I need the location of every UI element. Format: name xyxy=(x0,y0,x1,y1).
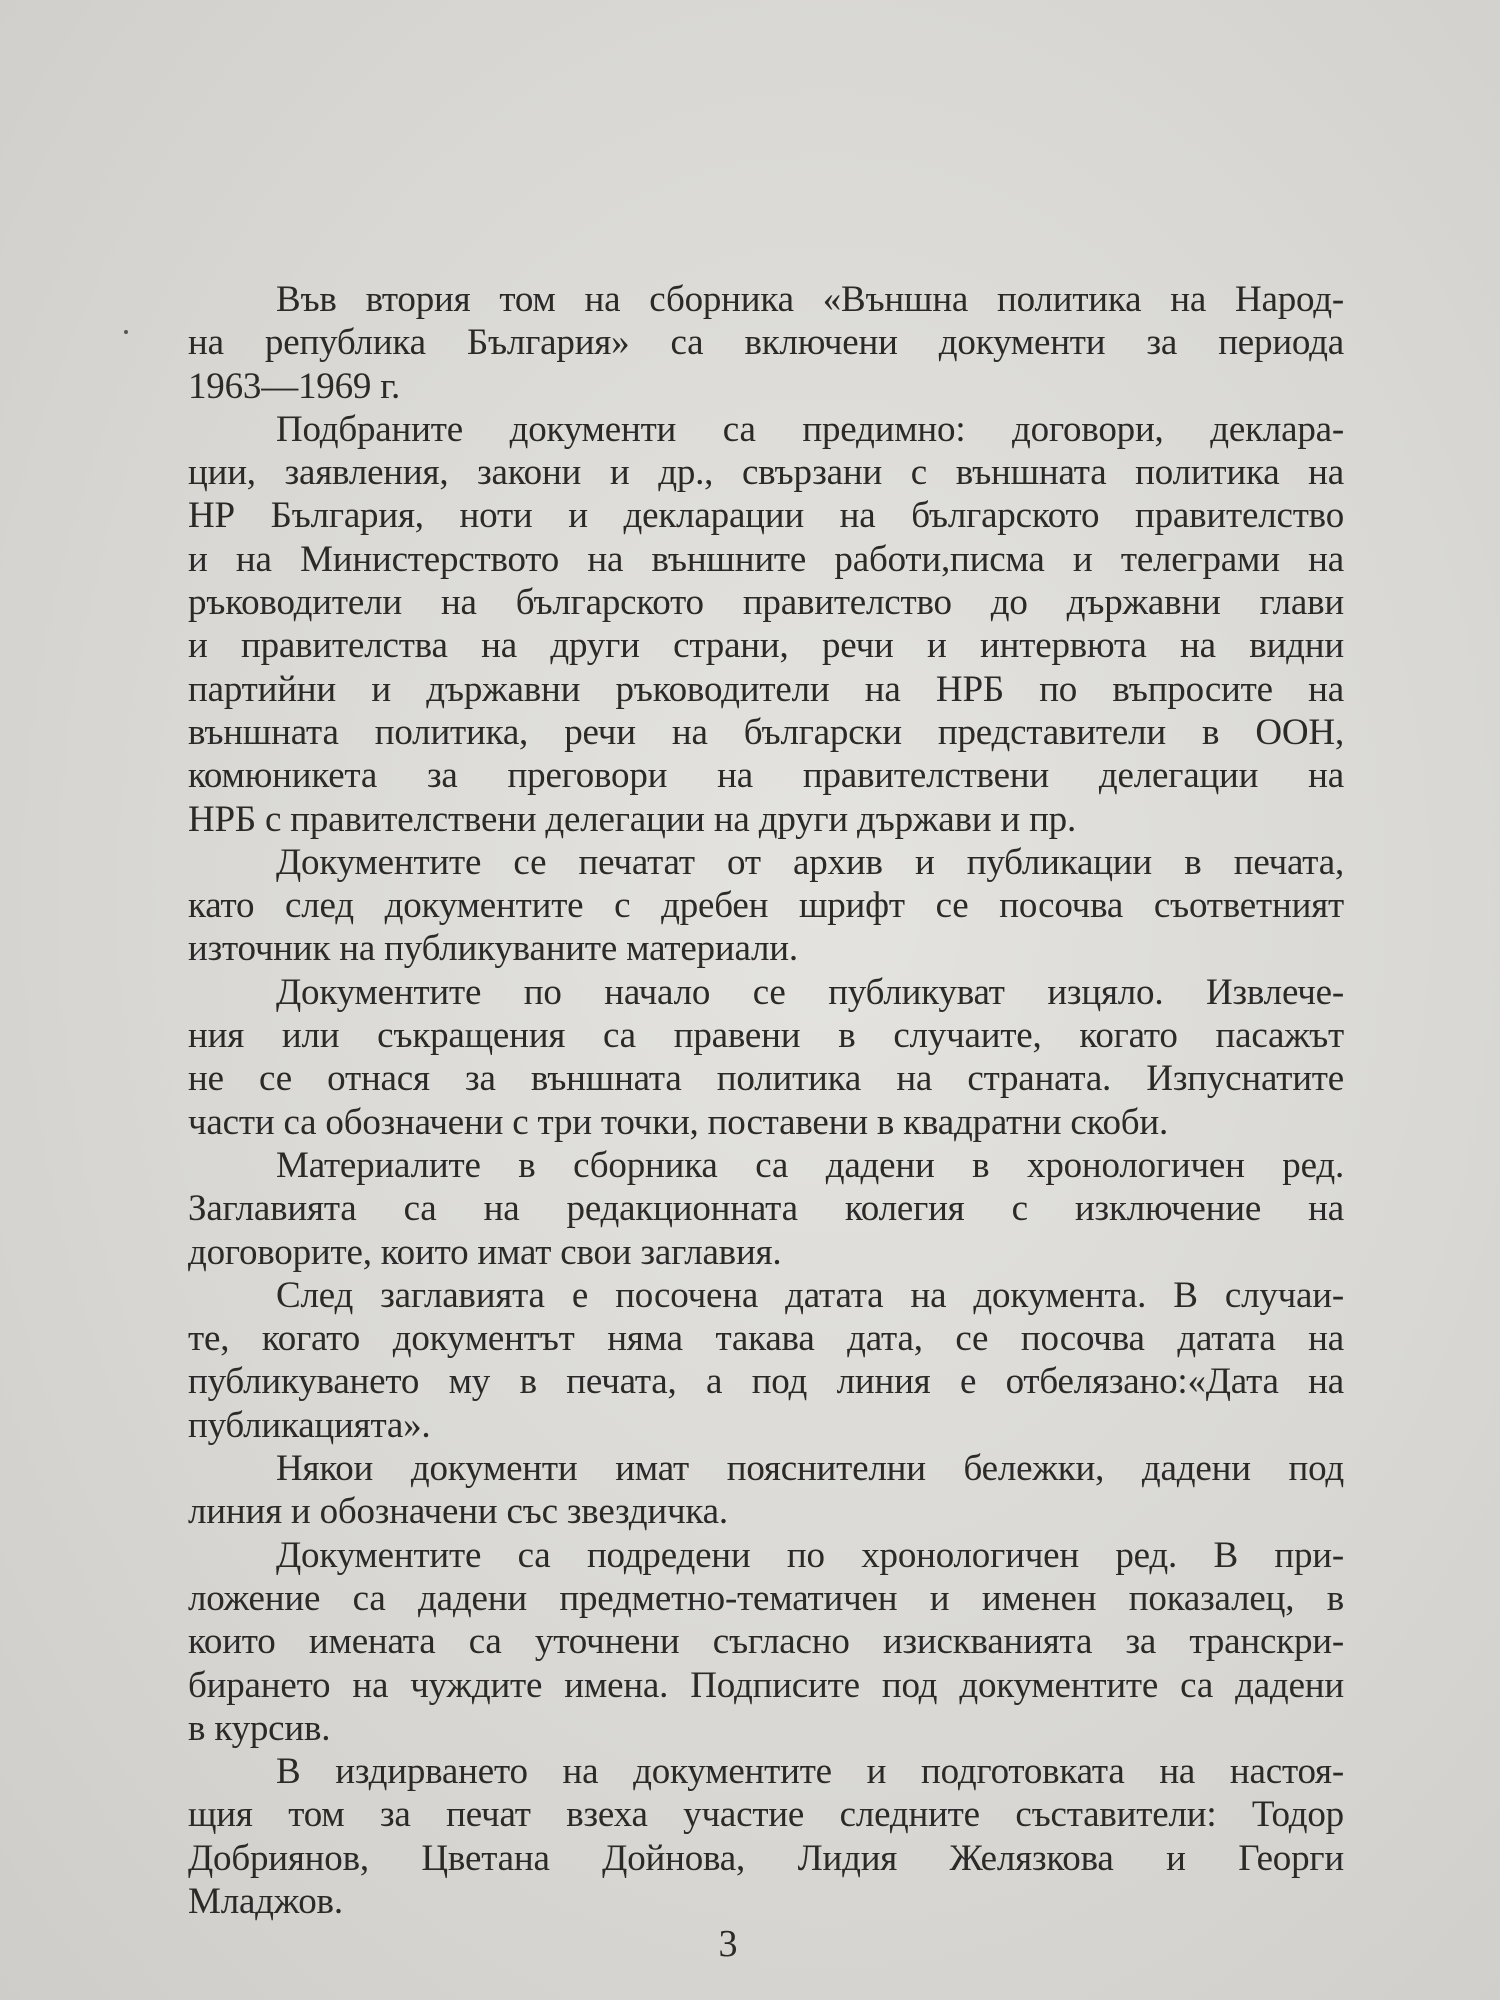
paragraph-3-line: източник на публикуваните материали. xyxy=(188,928,798,970)
paragraph-3-line: Документите се печатат от архив и публикации в печата, xyxy=(276,841,1344,883)
paragraph-4-line: Документите по начало се публикуват изцяло. Извлече- xyxy=(276,971,1344,1013)
paragraph-8-line: които имената са уточнени съгласно изискванията за транскри- xyxy=(188,1621,1344,1663)
paragraph-4-line: части са обозначени с три точки, поставени в квадратни скоби. xyxy=(188,1101,1169,1143)
paragraph-4-line: не се отнася за външната политика на страната. Изпуснатите xyxy=(188,1058,1344,1100)
paragraph-6-line: публикуването му в печата, а под линия е отбелязано:«Дата на xyxy=(188,1361,1344,1403)
paragraph-7-line: линия и обозначени със звездичка. xyxy=(188,1491,728,1533)
paragraph-2-line: външната политика, речи на български представители в ООН, xyxy=(188,711,1344,753)
paragraph-8-line: в курсив. xyxy=(188,1707,331,1749)
body-text xyxy=(188,278,1344,1923)
paragraph-6-line: публикацията». xyxy=(188,1404,431,1446)
paragraph-9-line: Младжов. xyxy=(188,1880,343,1922)
paragraph-9-line: Добриянов, Цветана Дойнова, Лидия Желязкова и Георги xyxy=(188,1837,1344,1879)
paragraph-4-line: ния или съкращения са правени в случаите, когато пасажът xyxy=(188,1015,1344,1057)
paragraph-1-line: 1963—1969 г. xyxy=(188,365,401,407)
paragraph-8-line: Документите са подредени по хронологичен ред. В при- xyxy=(276,1534,1344,1576)
paragraph-2-line: комюникета за преговори на правителствени делегации на xyxy=(188,755,1344,797)
paragraph-2-line: Подбраните документи са предимно: договори, деклара- xyxy=(276,408,1344,450)
ink-speck xyxy=(124,330,128,334)
paragraph-2-line: партийни и държавни ръководители на НРБ по въпросите на xyxy=(188,668,1344,710)
paragraph-2-line: и правителства на други страни, речи и интервюта на видни xyxy=(188,625,1344,667)
paragraph-7-line: Някои документи имат пояснителни бележки, дадени под xyxy=(276,1448,1344,1490)
paragraph-2-line: НР България, ноти и декларации на българското правителство xyxy=(188,495,1344,537)
paragraph-6-line: те, когато документът няма такава дата, се посочва датата на xyxy=(188,1318,1344,1360)
paragraph-2-line: и на Министерството на външните работи,писма и телеграми на xyxy=(188,538,1344,580)
paragraph-2-line: ръководители на българското правителство до държавни глави xyxy=(188,582,1344,624)
paragraph-2-line: НРБ с правителствени делегации на други държави и пр. xyxy=(188,798,1077,840)
paragraph-2-line: ции, заявления, закони и др., свързани с външната политика на xyxy=(188,452,1344,494)
paragraph-9-line: В издирването на документите и подготовката на настоя- xyxy=(276,1751,1344,1793)
paragraph-1-line: Във втория том на сборника «Външна политика на Народ- xyxy=(276,279,1344,320)
paragraph-5-line: Материалите в сборника са дадени в хронологичен ред. xyxy=(276,1144,1344,1186)
paragraph-8-line: ложение са дадени предметно-тематичен и именен показалец, в xyxy=(188,1577,1344,1619)
paragraph-6-line: След заглавията е посочена датата на документа. В случаи- xyxy=(276,1274,1344,1316)
paragraph-9-line: щия том за печат взеха участие следните съставители: Тодор xyxy=(188,1794,1344,1836)
paragraph-1-line: на република България» са включени документи за периода xyxy=(188,322,1344,364)
page-number: 3 xyxy=(718,1923,738,1965)
paragraph-8-line: бирането на чуждите имена. Подписите под документите са дадени xyxy=(188,1664,1344,1706)
paragraph-3-line: като след документите с дребен шрифт се посочва съответният xyxy=(188,885,1344,927)
paragraph-5-line: договорите, които имат свои заглавия. xyxy=(188,1231,782,1273)
paragraph-5-line: Заглавията са на редакционната колегия с изключение на xyxy=(188,1188,1344,1230)
